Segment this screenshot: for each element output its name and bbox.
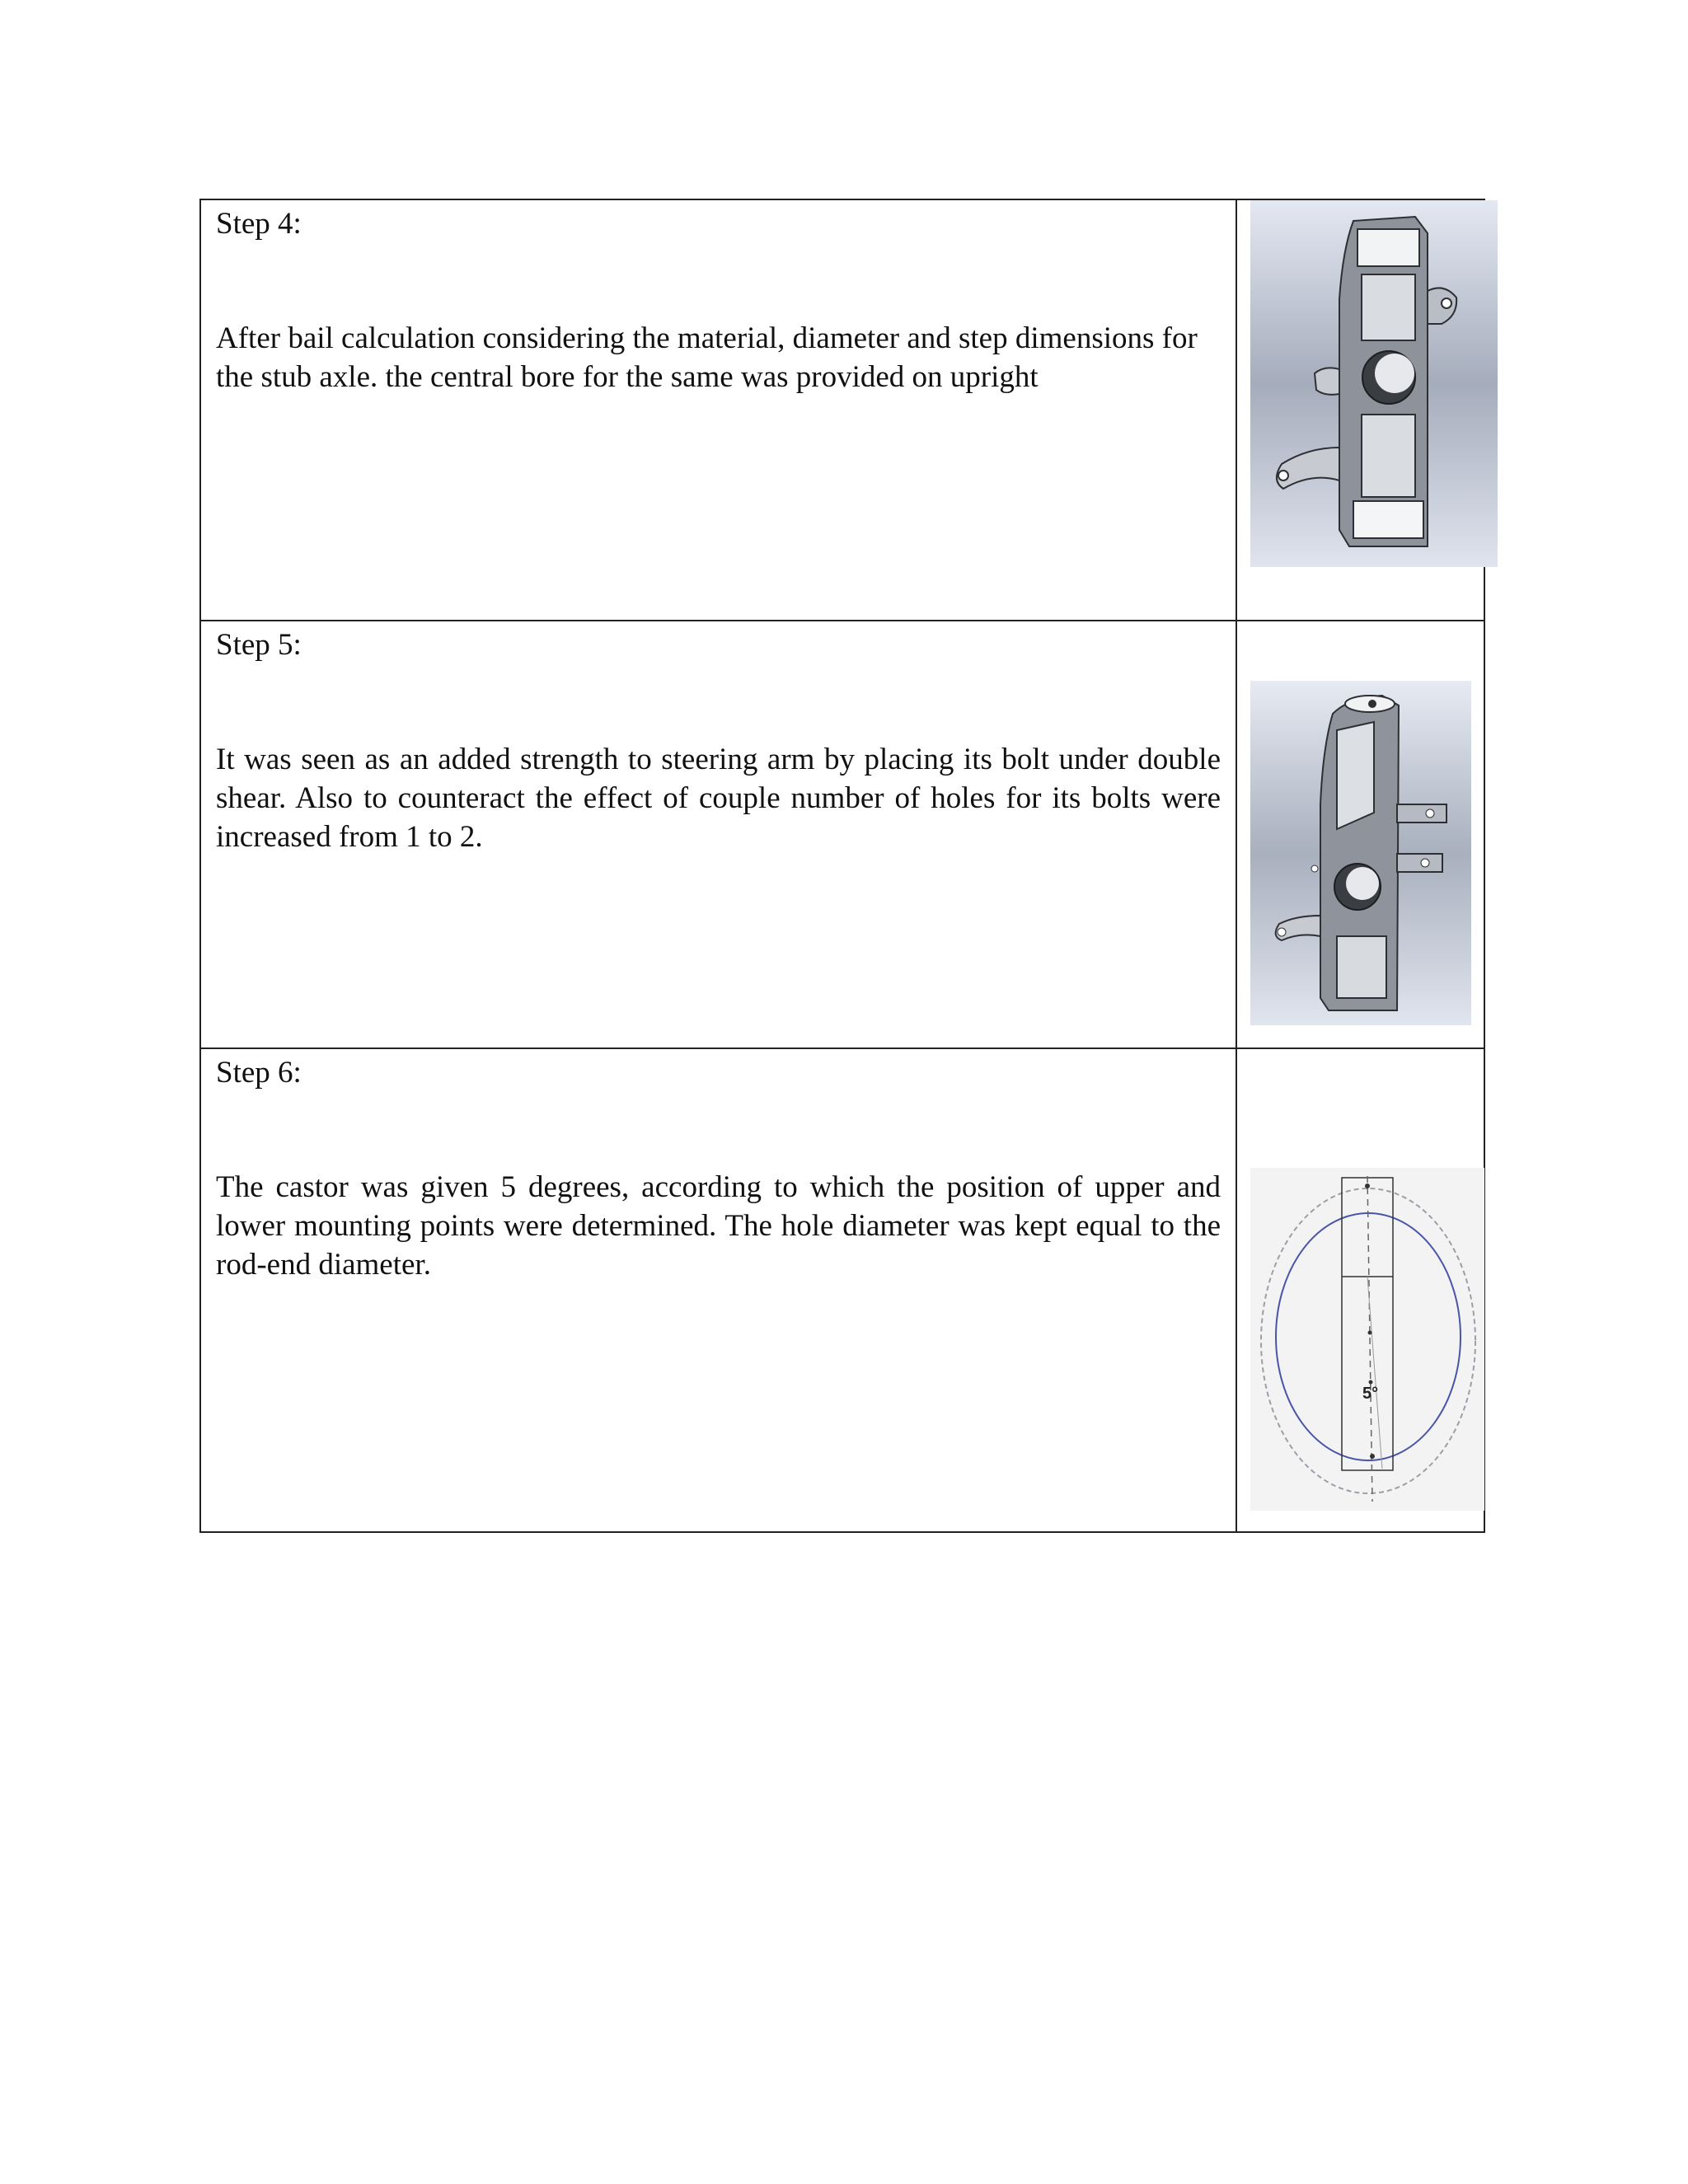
step-text-cell	[200, 199, 1236, 621]
step-figure-cell	[1236, 621, 1484, 1048]
step-label: Step 4:	[216, 207, 302, 241]
steps-table	[199, 199, 1485, 1533]
step-description: The castor was given 5 degrees, according to which the position of upper and lower mounting points were determined. The hole diameter was kept equal to the rod-end diameter.	[216, 1170, 1221, 1282]
step-text-cell	[200, 1048, 1236, 1532]
step-figure-cell	[1236, 1048, 1484, 1532]
upright-model-image	[1250, 681, 1471, 1025]
step-row-4	[200, 199, 1484, 621]
step-label: Step 6:	[216, 1056, 302, 1090]
castor-angle-label: 5°	[1362, 1385, 1379, 1403]
step-row-6	[200, 1048, 1484, 1532]
step-figure-cell	[1236, 199, 1484, 621]
step-description: After bail calculation considering the material, diameter and step dimensions for the stub axle. the central bore for the same was provided on upright	[216, 321, 1198, 394]
step-label: Step 5:	[216, 628, 302, 662]
castor-angle-sketch	[1250, 1168, 1484, 1511]
step-row-5	[200, 621, 1484, 1048]
step-text-cell	[200, 621, 1236, 1048]
upright-model-image	[1250, 200, 1498, 567]
step-description: It was seen as an added strength to steering arm by placing its bolt under double shear. Also to counteract the effect of couple number of holes for its bolts were increased from 1 to 2.	[216, 743, 1221, 854]
